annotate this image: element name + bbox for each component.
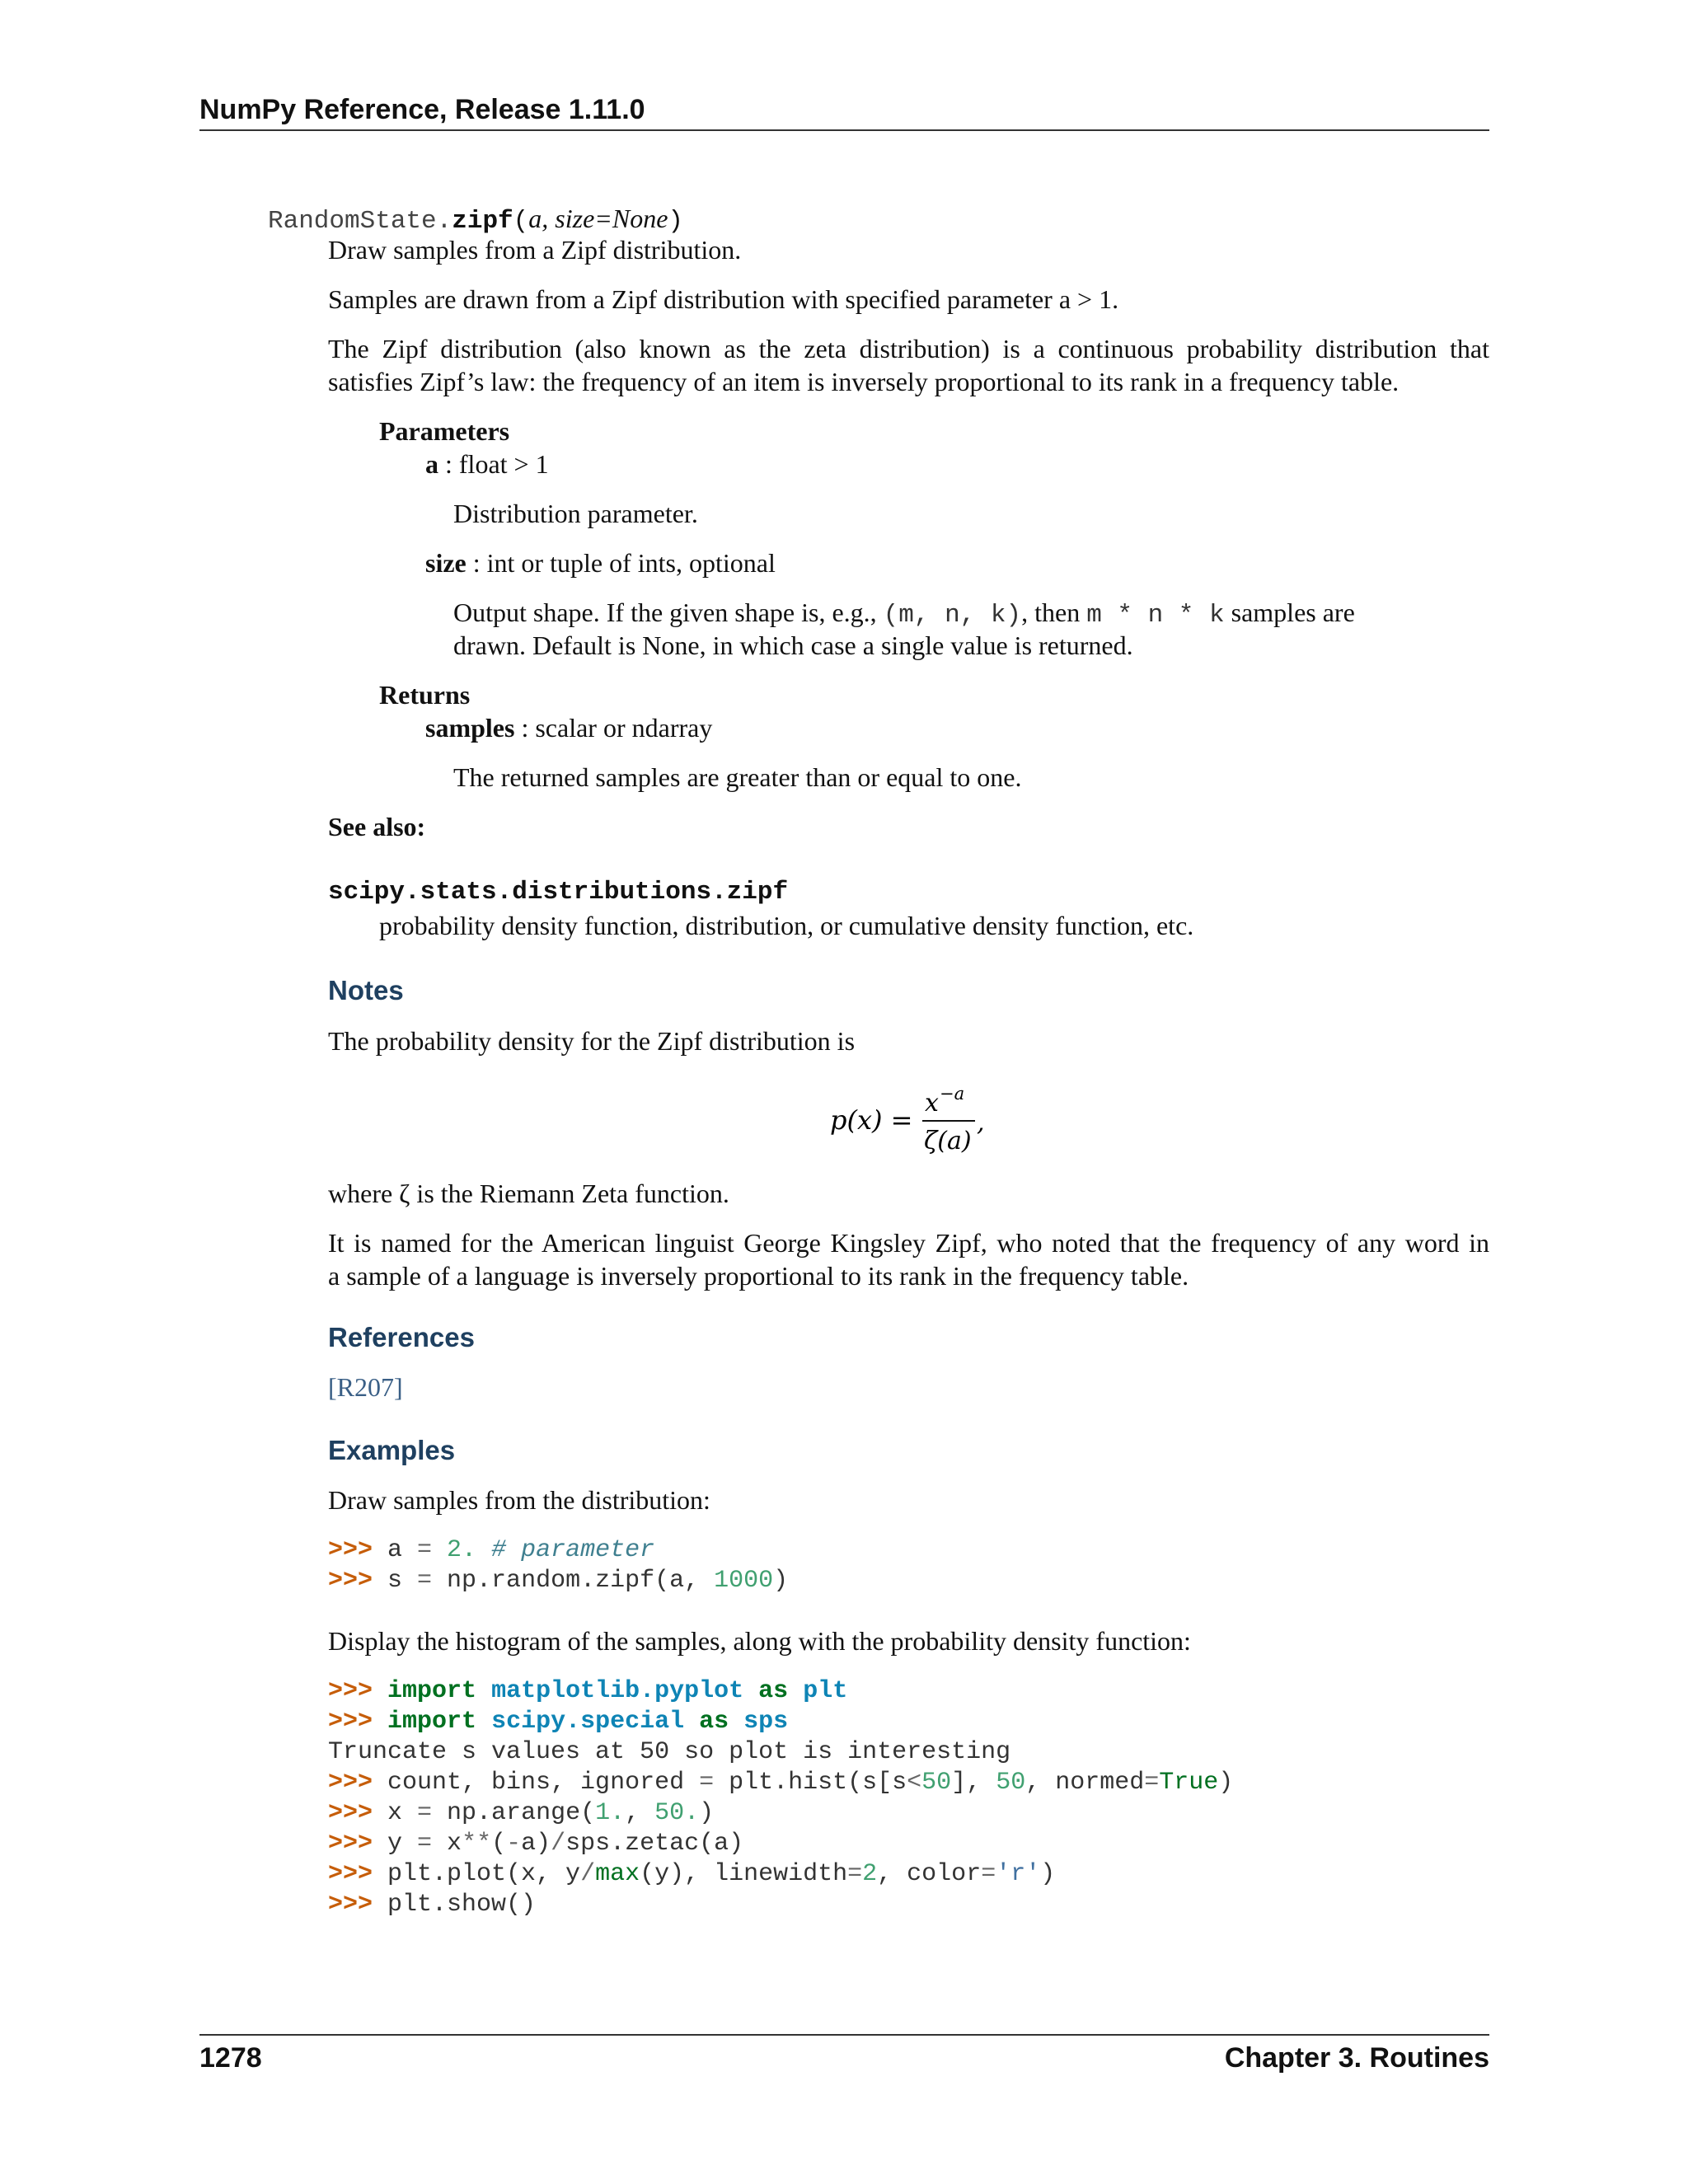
see-also-function-link[interactable]: scipy.stats.distributions.zipf [328,878,789,907]
reference-link-r207[interactable]: [R207] [328,1372,403,1402]
code-line [328,1707,1233,1737]
param-size-code-shape: (m, n, k) [883,601,1022,630]
code-module: sps [743,1708,789,1736]
code-token: s [373,1567,418,1595]
code-token: sps.zetac(a) [565,1830,744,1858]
param-a-name: a [425,449,438,479]
code-number: 2. [432,1536,477,1564]
footer-page-number: 1278 [199,2042,262,2074]
code-keyword: as [758,1677,789,1705]
code-prompt: >>> [328,1567,373,1595]
code-operator: = [699,1769,715,1797]
code-operator: = [981,1860,996,1888]
code-token: , color [877,1860,982,1888]
code-token: a [373,1536,418,1564]
footer-rule [199,2034,1489,2036]
zipf-pdf-equation [828,1081,993,1164]
equation-numerator: x [925,1089,939,1118]
code-token: a) [521,1830,551,1858]
code-token: x [432,1830,462,1858]
signature-params: a, size=None [528,204,668,233]
notes-paragraph-3-line-2: a sample of a language is inversely proportional to its rank in the frequency table. [328,1261,1189,1291]
code-prompt: >>> [328,1860,373,1888]
code-module: plt [803,1677,848,1705]
code-number: 2 [862,1860,878,1888]
code-token: ) [699,1799,715,1827]
param-size [425,546,776,579]
code-number: 1. [595,1799,626,1827]
code-operator: = [417,1799,433,1827]
description-paragraph-2-line-1: The Zipf distribution (also known as the zeta distribution) is a continuous probability distribution that [328,334,1489,363]
equation-denominator: ζ(a) [924,1127,972,1155]
code-line [328,1676,1233,1707]
notes-heading: Notes [328,975,404,1005]
equation-numerator-exponent: −a [940,1084,965,1104]
param-a-type: : float > 1 [438,449,549,479]
notes-paragraph-3-line-1: It is named for the American linguist George Kingsley Zipf, who noted that the frequency of any word in [328,1228,1489,1258]
code-operator: = [417,1830,433,1858]
code-block-1 [328,1535,788,1596]
running-head: NumPy Reference, Release 1.11.0 [199,94,645,125]
code-token: y [373,1830,418,1858]
code-line [328,1798,1233,1829]
code-module: scipy.special [491,1708,685,1736]
code-line [328,1859,1233,1890]
code-line [328,1566,788,1596]
code-token: , [625,1799,655,1827]
code-token: count, bins, ignored [373,1769,700,1797]
code-number: 50 [996,1769,1026,1797]
param-size-desc-text: Output shape. If the given shape is, e.g., [453,598,884,627]
return-samples-type: : scalar or ndarray [514,713,713,743]
code-prompt: >>> [328,1891,373,1919]
code-line [328,1535,788,1566]
signature-class-prefix: RandomState. [268,207,452,236]
return-samples-name: samples [425,713,515,743]
code-module: matplotlib.pyplot [491,1677,744,1705]
param-a-description: Distribution parameter. [453,499,698,528]
code-constant: True [1159,1769,1219,1797]
code-builtin: max [595,1860,640,1888]
code-operator: = [417,1567,433,1595]
return-samples-description: The returned samples are greater than or equal to one. [453,762,1022,792]
code-line [328,1768,1233,1798]
code-line [328,1890,1233,1920]
param-size-description-line-1 [453,596,1355,632]
parameters-heading: Parameters [379,416,510,446]
code-output: Truncate s values at 50 so plot is interesting [328,1738,1011,1766]
equation-lhs: p(x) = [830,1104,913,1136]
param-size-name: size [425,548,467,578]
code-token: plt.plot(x, y [373,1860,581,1888]
param-size-description-line-2: drawn. Default is None, in which case a single value is returned. [453,630,1133,660]
header-rule [199,129,1489,131]
examples-intro-1: Draw samples from the distribution: [328,1485,710,1515]
code-operator: - [506,1830,522,1858]
description-paragraph-2-line-2: satisfies Zipf’s law: the frequency of an item is inversely proportional to its rank in a frequency table. [328,367,1400,396]
returns-heading: Returns [379,680,471,710]
code-token: , normed [1025,1769,1145,1797]
code-token: ) [1040,1860,1056,1888]
references-heading: References [328,1322,475,1352]
signature-function-name: zipf [452,207,513,236]
code-operator: ** [462,1830,492,1858]
param-size-desc-text: , then [1021,598,1087,627]
function-signature: RandomState.zipf(a, size=None) [268,204,684,236]
code-keyword: import [387,1708,477,1736]
param-a [425,448,549,480]
code-operator: = [1144,1769,1160,1797]
code-token: ], [951,1769,996,1797]
code-prompt: >>> [328,1769,373,1797]
code-number: 1000 [714,1567,774,1595]
code-keyword: import [387,1677,477,1705]
code-number: 50 [921,1769,952,1797]
code-prompt: >>> [328,1677,373,1705]
code-token: np.arange( [432,1799,596,1827]
examples-heading: Examples [328,1435,456,1465]
code-prompt: >>> [328,1830,373,1858]
code-number: 50. [654,1799,700,1827]
notes-paragraph-1: The probability density for the Zipf distribution is [328,1026,856,1056]
code-operator: = [847,1860,863,1888]
code-token: ( [491,1830,507,1858]
code-comment: # parameter [476,1536,655,1564]
see-also-description: probability density function, distribution, or cumulative density function, etc. [379,911,1194,940]
code-operator: / [551,1830,566,1858]
code-token: ) [1218,1769,1234,1797]
summary-line: Draw samples from a Zipf distribution. [328,235,742,265]
code-block-2 [328,1676,1233,1920]
code-token: x [373,1799,418,1827]
code-operator: < [907,1769,922,1797]
notes-paragraph-2: where ζ is the Riemann Zeta function. [328,1179,729,1208]
code-prompt: >>> [328,1536,373,1564]
code-operator: / [580,1860,596,1888]
code-line [328,1829,1233,1859]
code-token: ) [773,1567,789,1595]
see-also-heading: See also: [328,812,426,841]
code-token: plt.show() [373,1891,537,1919]
code-line [328,1737,1233,1768]
code-token: np.random.zipf(a, [432,1567,715,1595]
examples-intro-2: Display the histogram of the samples, along with the probability density function: [328,1626,1191,1656]
code-token: (y), linewidth [640,1860,848,1888]
equation-comma: , [977,1108,985,1137]
code-prompt: >>> [328,1708,373,1736]
code-token: plt.hist(s[s [714,1769,907,1797]
code-prompt: >>> [328,1799,373,1827]
code-operator: = [417,1536,433,1564]
return-samples [425,711,712,744]
description-paragraph-1: Samples are drawn from a Zipf distribution with specified parameter a > 1. [328,284,1119,314]
param-size-type: : int or tuple of ints, optional [466,548,776,578]
code-keyword: as [699,1708,729,1736]
footer-chapter-title: Chapter 3. Routines [1224,2042,1489,2074]
param-size-desc-text: samples are [1224,598,1355,627]
code-string: 'r' [996,1860,1041,1888]
param-size-code-product: m * n * k [1086,601,1225,630]
